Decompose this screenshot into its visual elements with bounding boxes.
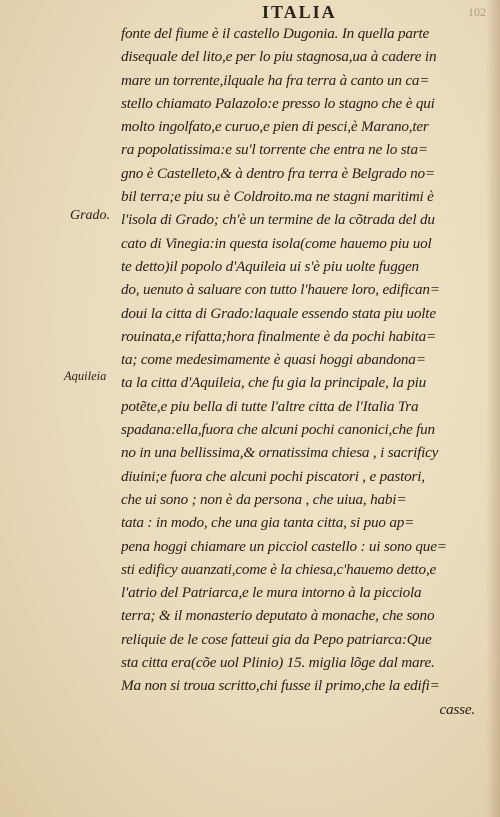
text-line: cato di Vinegia:in questa isola(come hauemo piu uol — [121, 234, 432, 252]
text-line: sta citta era(cõe uol Plinio) 15. miglia lõge dal mare. — [121, 654, 435, 672]
text-line: ra popolatissima:e su'l torrente che entra ne lo sta= — [121, 141, 428, 159]
text-line: gno è Castelleto,& à dentro fra terra è Belgrado no= — [121, 164, 435, 182]
text-line: no in una bellissima,& ornatissima chiesa , i sacrificy — [121, 444, 439, 462]
text-line: sti edificy auanzati,come è la chiesa,c'hauemo detto,e — [121, 560, 437, 578]
text-line: Ma non si troua scritto,chi fusse il primo,che la edifi= — [121, 677, 440, 695]
text-line: doui la citta di Grado:laquale essendo stata piu uolte — [121, 304, 436, 322]
text-line: potẽte,e piu bella di tutte l'altre citta de l'Italia Tra — [121, 397, 419, 415]
text-line: bil terra;e piu su è Coldroito.ma ne stagni maritimi è — [121, 188, 434, 206]
text-line: l'isola di Grado; ch'è un termine de la cõtrada del du — [121, 211, 435, 229]
text-line: che ui sono ; non è da persona , che uiua, habi= — [121, 490, 407, 508]
text-line: rouinata,e rifatta;hora finalmente è da pochi habita= — [121, 327, 437, 345]
text-line: pena hoggi chiamare un picciol castello : ui sono que= — [121, 537, 447, 555]
text-line: ta la citta d'Aquileia, che fu gia la principale, la piu — [121, 374, 427, 392]
margin-note-grado: Grado. — [70, 208, 111, 223]
text-line: tata : in modo, che una gia tanta citta, si puo ap= — [121, 514, 415, 532]
text-line: spadana:ella,fuora che alcuni pochi canonici,che fun — [121, 421, 435, 439]
text-line: fonte del fiume è il castello Dugonia. In quella parte — [121, 25, 430, 42]
page-number: 102 — [468, 5, 486, 19]
body-text — [121, 22, 489, 721]
text-line: reliquie de le cose fatteui gia da Pepo patriarca:Que — [121, 630, 432, 648]
text-line: terra; & il monasterio deputato à monache, che sono — [121, 607, 435, 625]
text-line: diuini;e fuora che alcuni pochi piscatori , e pastori, — [121, 467, 425, 485]
running-title: ITALIA — [262, 2, 337, 22]
text-line: l'atrio del Patriarca,e le mura intorno à la picciola — [121, 584, 422, 602]
text-line: molto ingolfato,e curuo,e pien di pesci,è Marano,ter — [121, 118, 429, 136]
text-line: disequale del lito,e per lo piu stagnosa,ua à cadere in — [121, 48, 437, 66]
text-line: ta; come medesimamente è quasi hoggi abandona= — [121, 351, 426, 369]
text-line-catchword: casse. — [439, 700, 475, 718]
text-line: do, uenuto à saluare con tutto l'hauere loro, edifican= — [121, 281, 440, 299]
text-line: te detto)il popolo d'Aquileia ui s'è piu uolte fuggen — [121, 257, 419, 275]
margin-note-aquileia: Aquileia — [64, 369, 107, 383]
text-line: mare un torrente,ilquale ha fra terra à canto un ca= — [121, 71, 430, 89]
text-line: stello chiamato Palazolo:e presso lo stagno che è qui — [121, 94, 435, 112]
